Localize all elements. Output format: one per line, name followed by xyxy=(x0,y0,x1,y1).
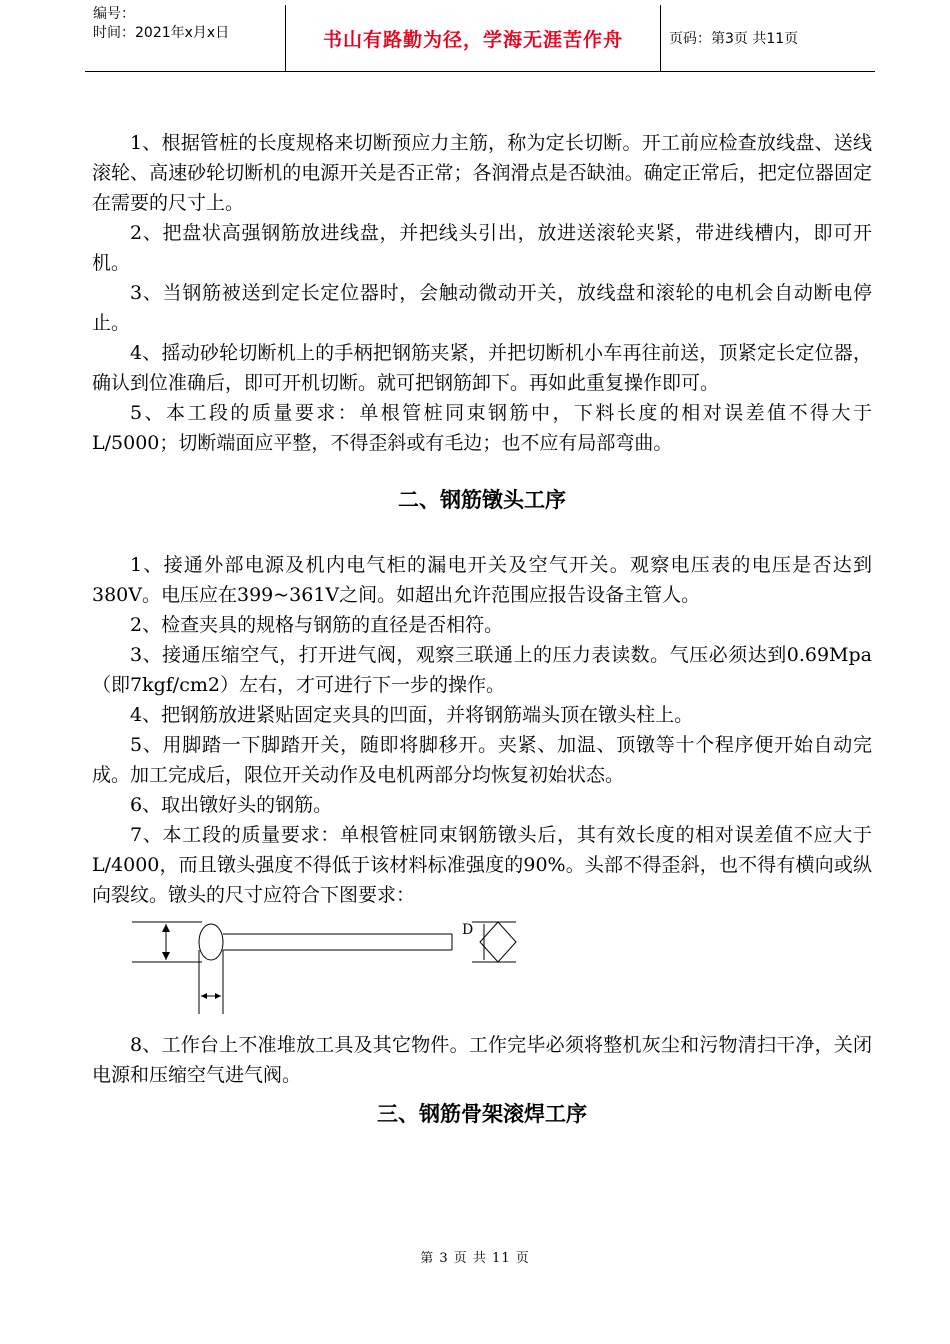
paragraph: 2、检查夹具的规格与钢筋的直径是否相符。 xyxy=(130,614,504,636)
page-footer: 第 3 页 共 11 页 xyxy=(420,1251,530,1266)
header-motto-cell xyxy=(285,5,661,71)
paragraph: 1、根据管桩的长度规格来切断预应力主筋，称为定长切断。开工前应检查放线盘、送线滚轮、高速砂轮切断机的电源开关是否正常；各润滑点是否缺油。确定正常后，把定位器固定在需要的尺寸上。 xyxy=(92,132,872,214)
page-header xyxy=(85,5,875,72)
paragraph: 2、把盘状高强钢筋放进线盘，并把线头引出，放进送滚轮夹紧，带进线槽内，即可开机。 xyxy=(92,222,872,274)
section-title: 二、钢筋镦头工序 xyxy=(398,488,566,512)
paragraph: 7、本工段的质量要求：单根管桩同束钢筋镦头后，其有效长度的相对误差值不应大于L/4000，而且镦头强度不得低于该材料标准强度的90%。头部不得歪斜，也不得有横向或纵向裂纹。镦头的尺寸应符合下图要求： xyxy=(92,824,872,906)
paragraph: 3、当钢筋被送到定长定位器时，会触动微动开关，放线盘和滚轮的电机会自动断电停止。 xyxy=(92,282,872,334)
section-title: 三、钢筋骨架滚焊工序 xyxy=(377,1102,587,1126)
upset-head-diagram xyxy=(92,910,872,1030)
page-label: 页码：第3页 共11页 xyxy=(669,31,799,47)
time-label: 时间：2021年x月x日 xyxy=(93,25,230,41)
header-page-cell xyxy=(659,5,875,71)
document-body xyxy=(92,128,872,1128)
paragraph: 8、工作台上不准堆放工具及其它物件。工作完毕必须将整机灰尘和污物清扫干净，关闭电源和压缩空气进气阀。 xyxy=(92,1034,872,1086)
paragraph: 1、接通外部电源及机内电气柜的漏电开关及空气开关。观察电压表的电压是否达到380V。电压应在399~361V之间。如超出允许范围应报告设备主管人。 xyxy=(92,554,872,606)
diameter-label: D xyxy=(462,922,474,938)
paragraph: 3、接通压缩空气，打开进气阀，观察三联通上的压力表读数。气压必须达到0.69Mpa（即7kgf/cm2）左右，才可进行下一步的操作。 xyxy=(92,644,872,696)
number-label: 编号： xyxy=(93,6,135,22)
paragraph: 5、用脚踏一下脚踏开关，随即将脚移开。夹紧、加温、顶镦等十个程序便开始自动完成。加工完成后，限位开关动作及电机两部分均恢复初始状态。 xyxy=(92,734,872,786)
paragraph: 6、取出镦好头的钢筋。 xyxy=(130,794,333,816)
paragraph: 5、本工段的质量要求：单根管桩同束钢筋中，下料长度的相对误差值不得大于L/5000；切断端面应平整，不得歪斜或有毛边；也不应有局部弯曲。 xyxy=(92,402,872,454)
paragraph: 4、把钢筋放进紧贴固定夹具的凹面，并将钢筋端头顶在镦头柱上。 xyxy=(130,704,694,726)
motto: 书山有路勤为径，学海无涯苦作舟 xyxy=(322,28,623,51)
header-meta xyxy=(85,5,285,71)
diagram-drawing xyxy=(92,910,872,1030)
paragraph: 4、摇动砂轮切断机上的手柄把钢筋夹紧，并把切断机小车再往前送，顶紧定长定位器，确认到位准确后，即可开机切断。就可把钢筋卸下。再如此重复操作即可。 xyxy=(92,342,872,394)
